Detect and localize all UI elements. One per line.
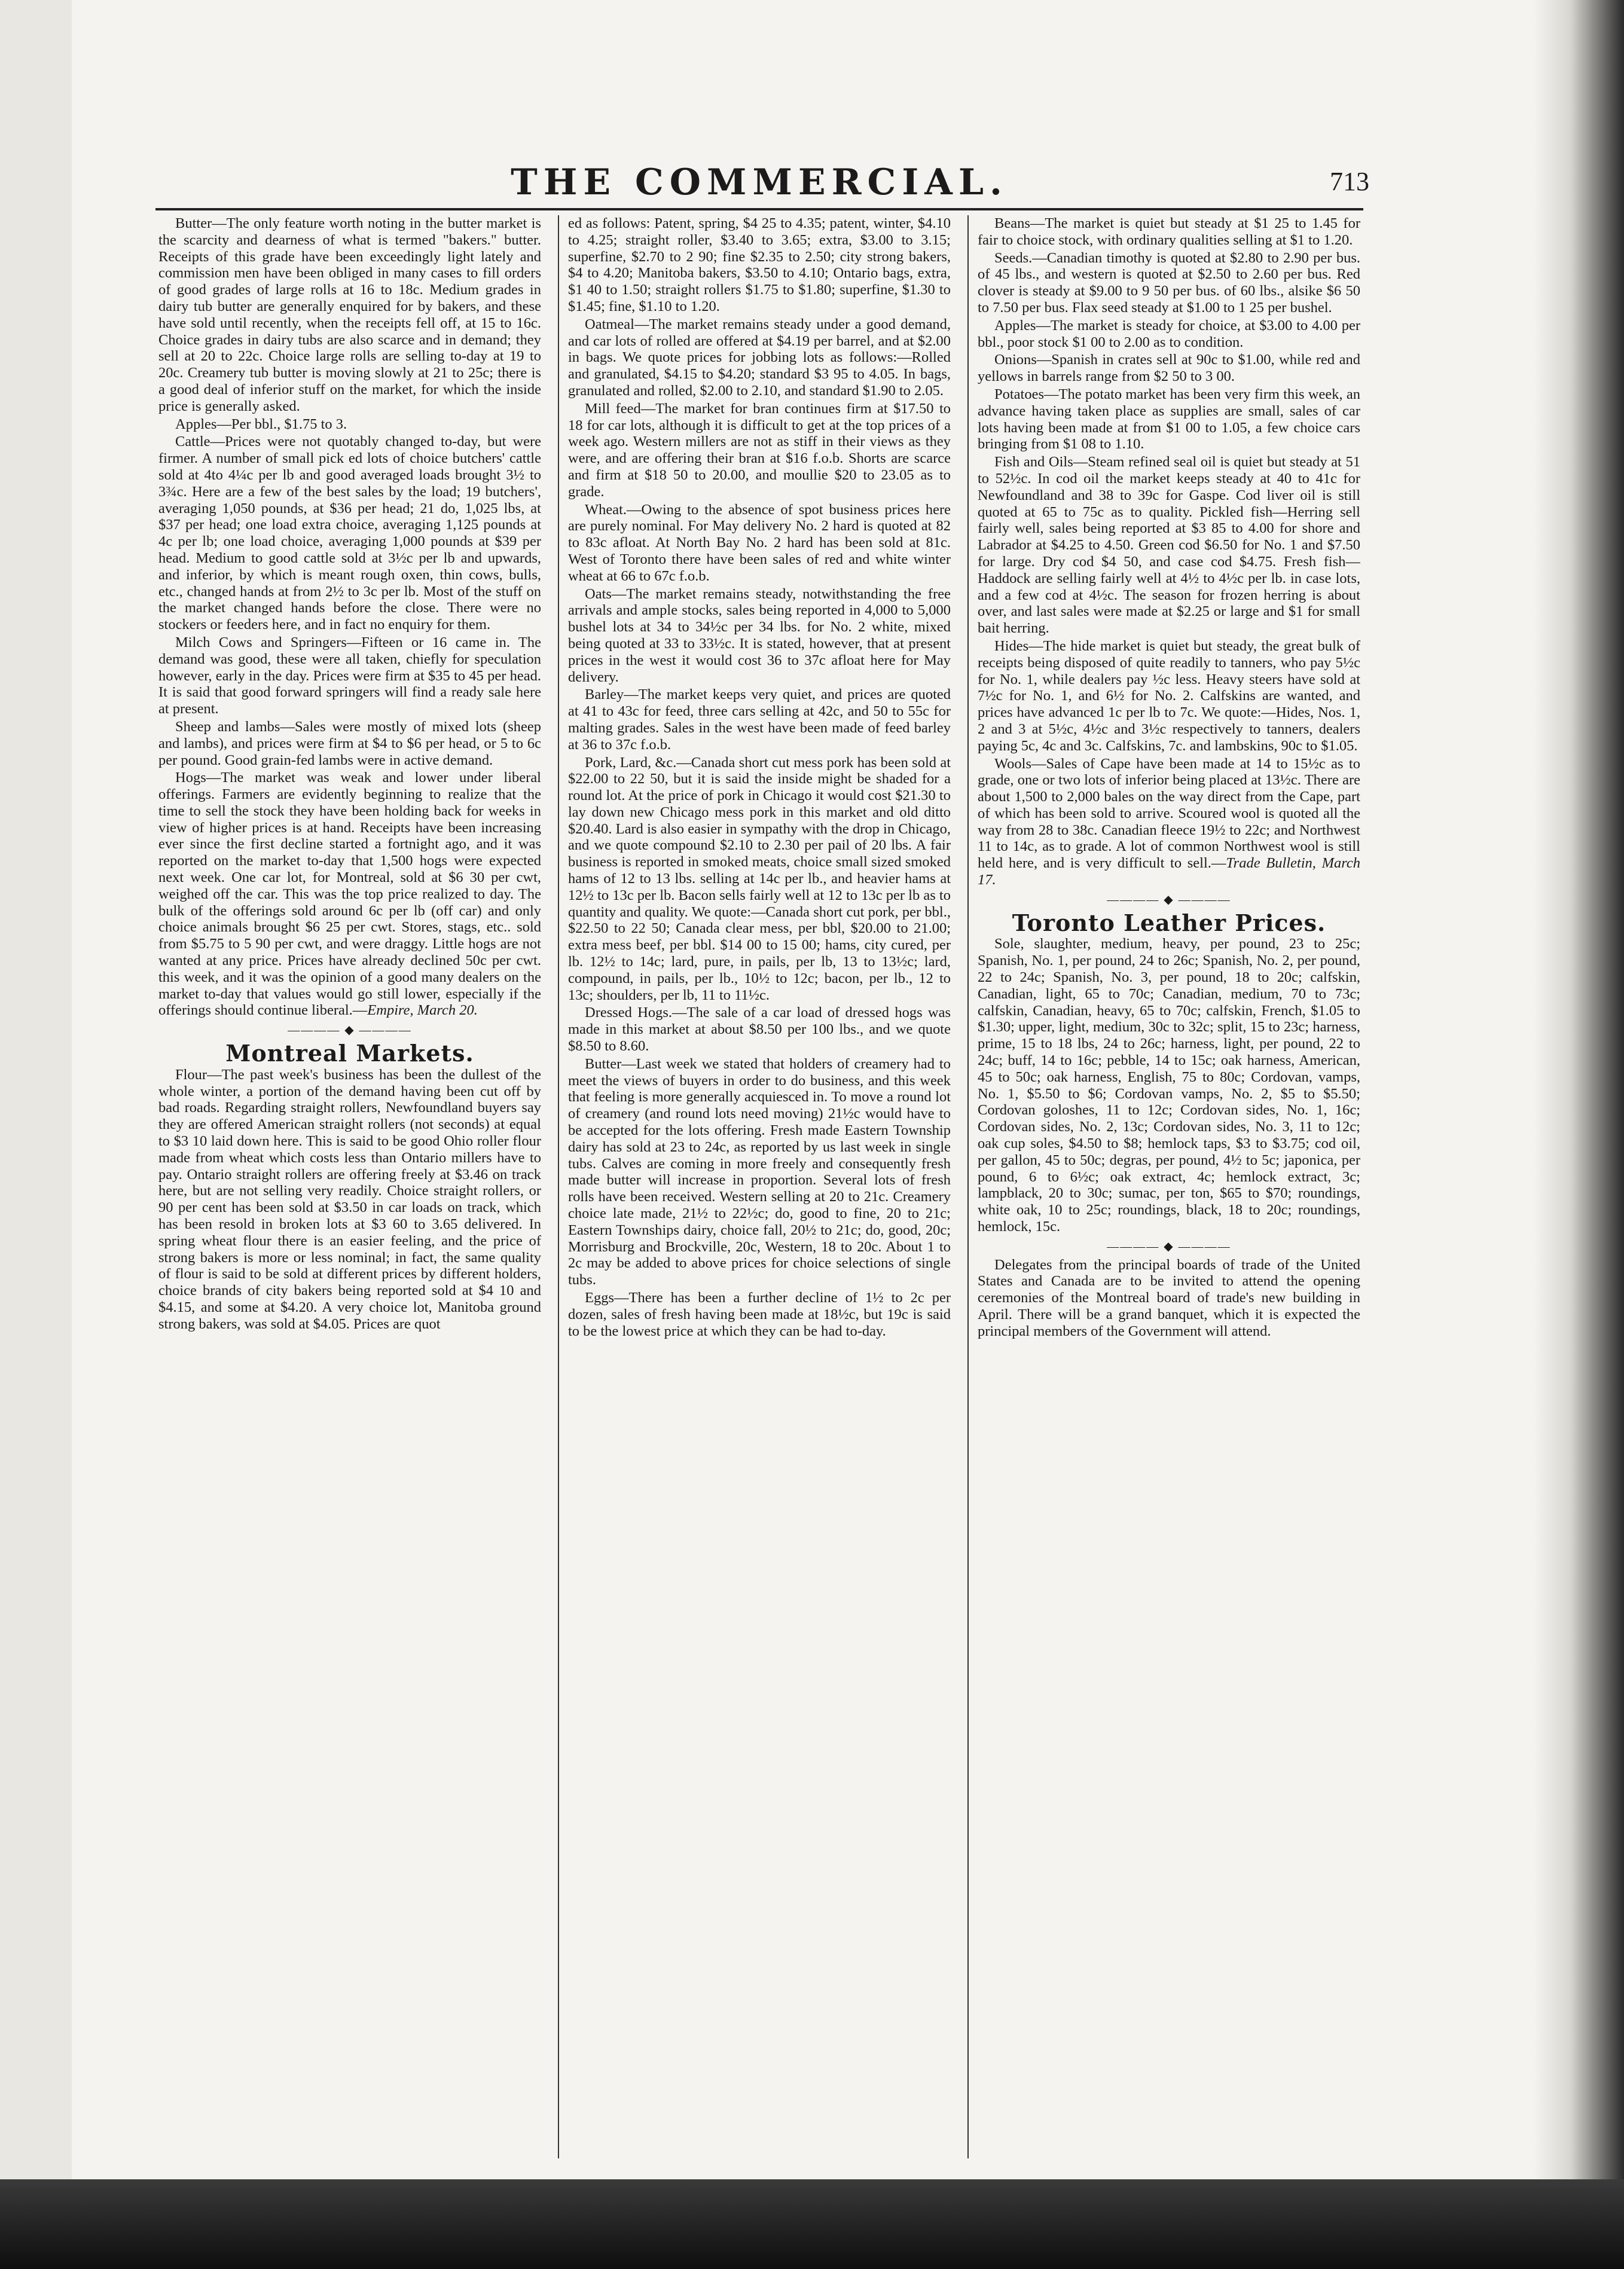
paragraph-hogs: Hogs—The market was weak and lower under liberal offerings. Farmers are evidently beginning to realize that the time to sell the stock they have been holding back for weeks in view of higher prices is at hand. Receipts have been increasing ever since the first decline started a fortnight ago, and it was reported on the market to-day that 1,500 hogs were expected next week. One car lot, for Montreal, sold at $6 30 per cwt, weighed off the car. This was the top price realized to day. The bulk of the offerings sold around 6c per lb (off car) and only choice animals brought $6 25 per cwt. Stores, stags, etc.. sold from $5.75 to 5 90 per cwt, and were draggy. Little hogs are not wanted at any price. Prices have already declined 50c per cwt. this week, and it was the opinion of a good many dealers on the market to-day that values would go still lower, especially if the offerings should continue liberal.—Empire, March 20. <box>158 769 541 1019</box>
column-1 <box>158 215 541 2158</box>
masthead: THE COMMERCIAL. <box>511 161 1008 203</box>
paragraph-wools: Wools—Sales of Cape have been made at 14 to 15½c as to grade, one or two lots of inferior being placed at 13½c. There are about 1,500 to 2,000 bales on the way direct from the Cape, part of which has been sold to arrive. Scoured wool is quoted all the way from 28 to 38c. Canadian fleece 19½ to 22c; and Northwest 11 to 14c, as to grade. A lot of common Northwest wool is still held here, and is very difficult to sell.—Trade Bulletin, March 17. <box>978 755 1360 888</box>
paragraph-wheat: Wheat.—Owing to the absence of spot business prices here are purely nominal. For May delivery No. 2 hard is quoted at 82 to 83c afloat. At North Bay No. 2 hard has been sold at 81c. West of Toronto there have been sales of red and white winter wheat at 66 to 67c f.o.b. <box>568 501 951 584</box>
paragraph-fish-oils: Fish and Oils—Steam refined seal oil is quiet but steady at 51 to 52½c. In cod oil the market keeps steady at 40 to 41c for Newfoundland and 38 to 39c for Gaspe. Cod liver oil is still quoted at 65 to 75c as to quality. Pickled fish—Herring sell fairly well, sales being reported at $3 85 to 4.00 for shore and Labrador at $4.25 to 4.50. Green cod $6.50 for No. 1 and $7.50 for large. Dry cod $4 50, and case cod $4.75. Fresh fish—Haddock are selling fairly well at 4½ to 4½c per lb. in case lots, and a few cod at 4½c. The season for frozen herring is about over, and last sales were made at $2.25 or large and $1 for small bait herring. <box>978 454 1360 637</box>
header-rule <box>155 208 1363 210</box>
paragraph-milch-cows: Milch Cows and Springers—Fifteen or 16 came in. The demand was good, these were all taken, chiefly for speculation however, early in the day. Prices were firm at $35 to 45 per head. It is said that good forward springers will find a ready sale here at present. <box>158 634 541 717</box>
page-header <box>155 155 1369 203</box>
paragraph-seeds: Seeds.—Canadian timothy is quoted at $2.80 to 2.90 per bus. of 45 lbs., and western is quoted at $2.50 to 2.60 per bus. Red clover is steady at $9.00 to 9 50 per bus. of 60 lbs., alsike $6 50 to 7.50 per bus. Flax seed steady at $1.00 to 1 25 per bushel. <box>978 249 1360 316</box>
paragraph-barley: Barley—The market keeps very quiet, and prices are quoted at 41 to 43c for feed, three cars selling at 42c, and 50 to 55c for malting grades. Sales in the west have been made of feed barley at 36 to 37c f.o.b. <box>568 686 951 753</box>
paragraph-butter: Butter—The only feature worth noting in the butter market is the scarcity and dearness of what is termed "bakers." butter. Receipts of this grade have been exceedingly light lately and commission men have been obliged in many cases to fill orders of good grades of large rolls at 16 to 18c. Medium grades in dairy tub butter are generally enquired for by bakers, and these have sold until recently, when the receipts fell off, at 15 to 16c. Choice grades in dairy tubs are also scarce and in demand; they sell at 20 to 22c. Choice large rolls are selling to-day at 19 to 20c. Creamery tub butter is moving slowly at 21 to 25c; there is a good deal of inferior stuff on the market, for which the inside price is generally asked. <box>158 215 541 414</box>
source-signature: Trade Bulletin, March 17. <box>978 855 1360 888</box>
paragraph-apples: Apples—Per bbl., $1.75 to 3. <box>175 416 347 432</box>
column-3 <box>978 215 1360 2158</box>
paragraph-mill-feed: Mill feed—The market for bran continues firm at $17.50 to 18 for car lots, although it is difficult to get at the top prices of a week ago. Western millers are not as stiff in their views as they were, and are offering their bran at $16 f.o.b. Shorts are scarce and firm at $18 50 to 20.00, and moullie $20 to 23.05 as to grade. <box>568 400 951 500</box>
column-divider <box>558 215 559 2158</box>
section-ornament: ———— ◆ ———— <box>1107 893 1231 906</box>
paragraph-flour: Flour—The past week's business has been the dullest of the whole winter, a portion of the demand having been cut off by bad roads. Regarding straight rollers, Newfoundland buyers say they are offered American straight rollers (not seconds) at equal to $3 10 laid down here. This is said to be good Ohio roller flour made from wheat which costs less than Ontario millers have to pay. Ontario straight rollers are offering freely at $3.46 on track here, but are not selling very readily. Choice straight rollers, or 90 per cent has been sold at $3.50 in car loads on track, which has been resold in broken lots at $3 60 to 3.65 delivered. In spring wheat flour there is an easier feeling, and the price of strong bakers is more or less nominal; in fact, the same quality of flour is said to be sold at different prices by different holders, choice brands of city bakers being reported sold at $4 10 and $4.15, and some at $4.20. A very choice lot, Manitoba ground strong bakers, was sold at $4.05. Prices are quot <box>158 1066 541 1332</box>
paragraph-sheep: Sheep and lambs—Sales were mostly of mixed lots (sheep and lambs), and prices were firm at $4 to $6 per head, or 5 to 6c per pound. Good grain-fed lambs were in active demand. <box>158 718 541 768</box>
section-heading-montreal: Montreal Markets. <box>225 1040 474 1067</box>
paragraph-onions: Onions—Spanish in crates sell at 90c to $1.00, while red and yellows in barrels range from $2 50 to 3 00. <box>978 352 1360 385</box>
paragraph-dressed-hogs: Dressed Hogs.—The sale of a car load of dressed hogs was made in this market at about $8.50 per 100 lbs., and we quote $8.50 to 8.60. <box>568 1004 951 1055</box>
paragraph-delegates: Delegates from the principal boards of trade of the United States and Canada are to be invited to attend the opening ceremonies of the Montreal board of trade's new building in April. There will be a grand banquet, which it is expected the principal members of the Government will attend. <box>978 1256 1360 1339</box>
paragraph-cattle: Cattle—Prices were not quotably changed to-day, but were firmer. A number of small pick ed lots of choice butchers' cattle sold at 4to 4¼c per lb and good averaged loads brought 3½ to 3¾c. Here are a few of the best sales by the load; 19 butchers', averaging 1,050 pounds, at $36 per head; 21 do, 1,025 lbs, at $37 per head; one load extra choice, averaging 1,125 pounds at 4c per lb; one load choice, averaging 1,000 pounds at $39 per head. Medium to good cattle sold at 3½c per lb and upwards, and inferior, by which is meant rough oxen, thin cows, bulls, etc., changed hands at from 2½ to 3c per lb. Most of the stuff on the market changed hands before the close. There were no stockers or feeders here, and in fact no enquiry for them. <box>158 433 541 633</box>
paragraph-oatmeal: Oatmeal—The market remains steady under a good demand, and car lots of rolled are offered at $4.19 per barrel, and at $2.00 in bags. We quote prices for jobbing lots as follows:—Rolled and granulated, $4.15 to $4.20; standard $3 95 to 4.05. In bags, granulated and rolled, $2.00 to 2.10, and standard $1.90 to 2.05. <box>568 316 951 399</box>
paragraph-hides: Hides—The hide market is quiet but steady, the great bulk of receipts being disposed of quite readily to tanners, who pay 5½c for No. 1, while dealers pay ½c less. Heavy steers have sold at 7½c for No. 1, and 6½ for No. 2. Calfskins are wanted, and prices have advanced 1c per lb to 7c. We quote:—Hides, Nos. 1, 2 and 3 at 5½c, 4½c and 3½c respectively to tanners, dealers paying 5c, 4c and 3c. Calfskins, 7c. and lambskins, 90c to $1.05. <box>978 637 1360 754</box>
article-columns <box>158 215 1360 2158</box>
section-ornament: ———— ◆ ———— <box>1107 1239 1231 1253</box>
section-ornament: ———— ◆ ———— <box>288 1024 412 1037</box>
paragraph-apples-montreal: Apples—The market is steady for choice, at $3.00 to 4.00 per bbl., poor stock $1 00 to 2.00 as to condition. <box>978 317 1360 350</box>
column-divider <box>967 215 969 2158</box>
scan-border <box>0 2179 1624 2269</box>
page-edge-shadow <box>1534 0 1624 2269</box>
page-number: 713 <box>1330 167 1369 196</box>
paragraph-beans: Beans—The market is quiet but steady at $1 25 to 1.45 for fair to choice stock, with ordinary qualities selling at $1 to 1.20. <box>978 215 1360 248</box>
paragraph-pork: Pork, Lard, &c.—Canada short cut mess pork has been sold at $22.00 to 22 50, but it is said the inside might be shaded for a round lot. At the price of pork in Chicago it would cost $21.30 to lay down new Chicago mess pork in this market and old ditto $20.40. Lard is also easier in sympathy with the drop in Chicago, and we quote compound $2.10 to 2.30 per pail of 20 lbs. A fair business is reported in smoked meats, choice small sized smoked hams of 12 to 13 lbs. selling at 14c per lb., and heavier hams at 12½ to 13c per lb. Bacon sells fairly well at 12 to 13c per lb as to quantity and quality. We quote:—Canada short cut pork, per bbl., $22.50 to 22 50; Canada clear mess, per bbl, $20.00 to 21.00; extra mess beef, per bbl. $14 00 to 15 00; hams, city cured, per lb. 12½ to 14c; lard, pure, in pails, per lb, 13 to 13½c; lard, compound, in pails, per lb., 10½ to 12c; bacon, per lb., 12 to 13c; shoulders, per lb, 11 to 11½c. <box>568 754 951 1003</box>
paragraph-eggs: Eggs—There has been a further decline of 1½ to 2c per dozen, sales of fresh having been made at 18½c, but 19c is said to be the lowest price at which they can be had to-day. <box>568 1290 951 1339</box>
source-signature: Empire, March 20. <box>367 1002 478 1019</box>
column-2 <box>568 215 951 2158</box>
paragraph-butter-montreal: Butter—Last week we stated that holders of creamery had to meet the views of buyers in order to do business, and this week that feeling is more generally acquiesced in. To move a round lot of creamery (and round lots need moving) 21½c would have to be accepted for the lots offering. Fresh made Eastern Township dairy has sold at 23 to 24c, as reported by us last week in single tubs. Calves are coming in more freely and consequently fresh made butter will increase in proportion. Several lots of fresh rolls have been received. Western selling at 20 to 21c. Creamery choice late made, 21½ to 22½c; do, good to fine, 20 to 21c; Eastern Townships dairy, choice fall, 20½ to 21c; do, good, 20c; Morrisburg and Brockville, 20c, Western, 18 to 20c. About 1 to 2c may be added to above prices for choice selections of single tubs. <box>568 1055 951 1288</box>
paragraph-flour-continued: ed as follows: Patent, spring, $4 25 to 4.35; patent, winter, $4.10 to 4.25; straight roller, $3.40 to 3.65; extra, $3.00 to 3.15; superfine, $2.70 to 2 90; fine $2.35 to 2.50; city strong bakers, $4 to 4.20; Manitoba bakers, $3.50 to 4.10; Ontario bags, extra, $1 40 to 1.50; straight rollers $1.75 to $1.80; superfine, $1.30 to $1.45; fine, $1.10 to 1.20. <box>568 215 951 314</box>
paragraph-leather-prices: Sole, slaughter, medium, heavy, per pound, 23 to 25c; Spanish, No. 1, per pound, 24 to 26c; Spanish, No. 2, per pound, 22 to 24c; Spanish, No. 3, per pound, 18 to 20c; calfskin, Canadian, light, 65 to 70c; Canadian, medium, 70 to 73c; calfskin, Canadian, heavy, 65 to 70c; calfskin, French, $1.05 to $1.30; upper, light, medium, 30c to 32c; split, 15 to 23c; harness, prime, 15 to 18 lbs, 24 to 26c; harness, light, per pound, 22 to 24c; buff, 14 to 16c; pebble, 14 to 15c; oak harness, American, 45 to 50c; oak harness, English, 75 to 80c; Cordovan, vamps, No. 1, $5.50 to $6; Cordovan vamps, No. 2, $5 to $5.50; Cordovan goloshes, 11 to 12c; Cordovan sides, No. 1, 16c; Cordovan sides, No. 2, 13c; Cordovan sides, No. 3, 11 to 12c; oak cup soles, $4.50 to $8; hemlock taps, $3 to $3.75; cod oil, per gallon, 45 to 50c; degras, per pound, 4½ to 5c; japonica, per pound, 6 to 6½c; oak extract, 4c; hemlock extract, 3c; lampblack, 20 to 30c; sumac, per ton, $65 to $70; roundings, white oak, 10 to 25c; roundings, black, 18 to 20c; roundings, hemlock, 15c. <box>978 936 1360 1235</box>
paragraph-potatoes: Potatoes—The potato market has been very firm this week, an advance having taken place as supplies are small, sales of car lots having been made at from $1 00 to 1.05, a few choice cars bringing from $1 08 to 1.10. <box>978 386 1360 453</box>
section-heading-toronto: Toronto Leather Prices. <box>1012 909 1326 936</box>
paragraph-oats: Oats—The market remains steady, notwithstanding the free arrivals and ample stocks, sales being reported in 4,000 to 5,000 bushel lots at 34 to 34½c per 34 lbs. for No. 2 white, mixed being quoted at 33 to 33½c. It is stated, however, that at present prices in the west it would cost 36 to 37c afloat here for May delivery. <box>568 585 951 685</box>
